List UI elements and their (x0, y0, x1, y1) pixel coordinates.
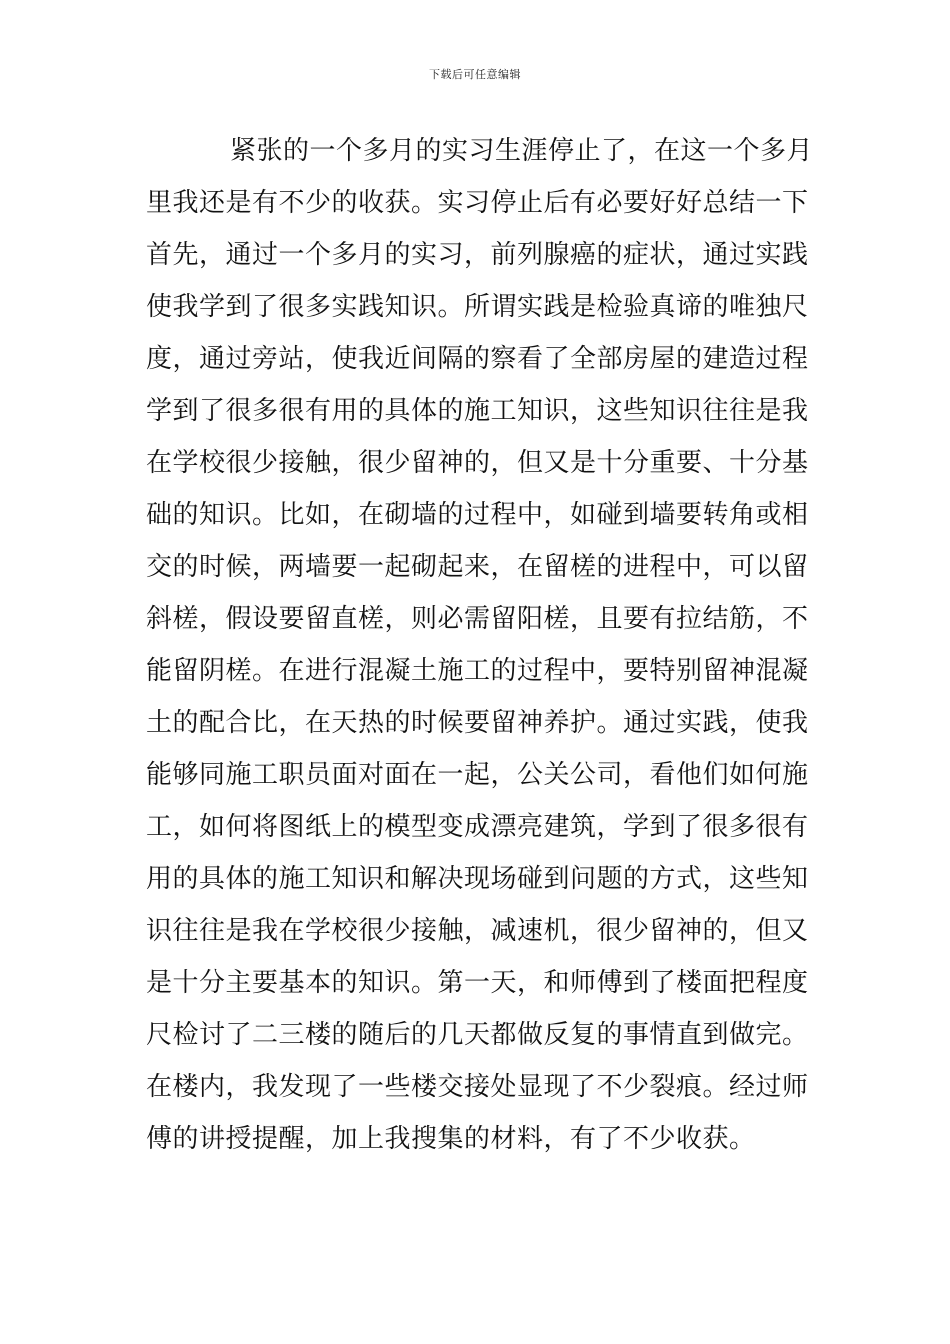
paragraph-line: 用的具体的施工知识和解决现场碰到问题的方式，这些知 (146, 864, 809, 894)
paragraph-line: 学到了很多很有用的具体的施工知识，这些知识往往是我 (146, 396, 809, 426)
paragraph-line: 识往往是我在学校很少接触，减速机，很少留神的，但又 (146, 916, 809, 946)
paragraph-line: 紧张的一个多月的实习生涯停止了，在这一个多月 (230, 136, 814, 166)
paragraph-line: 工，如何将图纸上的模型变成漂亮建筑，学到了很多很有 (146, 812, 809, 842)
paragraph-line: 尺检讨了二三楼的随后的几天都做反复的事情直到做完。 (146, 1020, 809, 1050)
paragraph-line: 斜槎，假设要留直槎，则必需留阳槎，且要有拉结筋，不 (146, 604, 809, 634)
body-paragraph (146, 128, 814, 1168)
paragraph-line: 是十分主要基本的知识。第一天，和师傅到了楼面把程度 (146, 968, 809, 998)
paragraph-line: 在学校很少接触，很少留神的，但又是十分重要、十分基 (146, 448, 809, 478)
paragraph-line: 在楼内，我发现了一些楼交接处显现了不少裂痕。经过师 (146, 1072, 809, 1102)
paragraph-line: 能够同施工职员面对面在一起，公关公司，看他们如何施 (146, 760, 809, 790)
paragraph-line: 里我还是有不少的收获。实习停止后有必要好好总结一下 (146, 188, 809, 218)
paragraph-line: 土的配合比，在天热的时候要留神养护。通过实践，使我 (146, 708, 809, 738)
paragraph-line: 度，通过旁站，使我近间隔的察看了全部房屋的建造过程 (146, 344, 809, 374)
paragraph-line: 能留阴槎。在进行混凝土施工的过程中，要特别留神混凝 (146, 656, 809, 686)
paragraph-line: 交的时候，两墙要一起砌起来，在留槎的进程中，可以留 (146, 552, 809, 582)
paragraph-line: 础的知识。比如，在砌墙的过程中，如碰到墙要转角或相 (146, 500, 809, 530)
paragraph-line: 傅的讲授提醒，加上我搜集的材料，有了不少收获。 (146, 1124, 756, 1154)
paragraph-line: 首先，通过一个多月的实习，前列腺癌的症状，通过实践 (146, 240, 809, 270)
paragraph-line: 使我学到了很多实践知识。所谓实践是检验真谛的唯独尺 (146, 292, 809, 322)
page-header: 下载后可任意编辑 (429, 68, 521, 81)
